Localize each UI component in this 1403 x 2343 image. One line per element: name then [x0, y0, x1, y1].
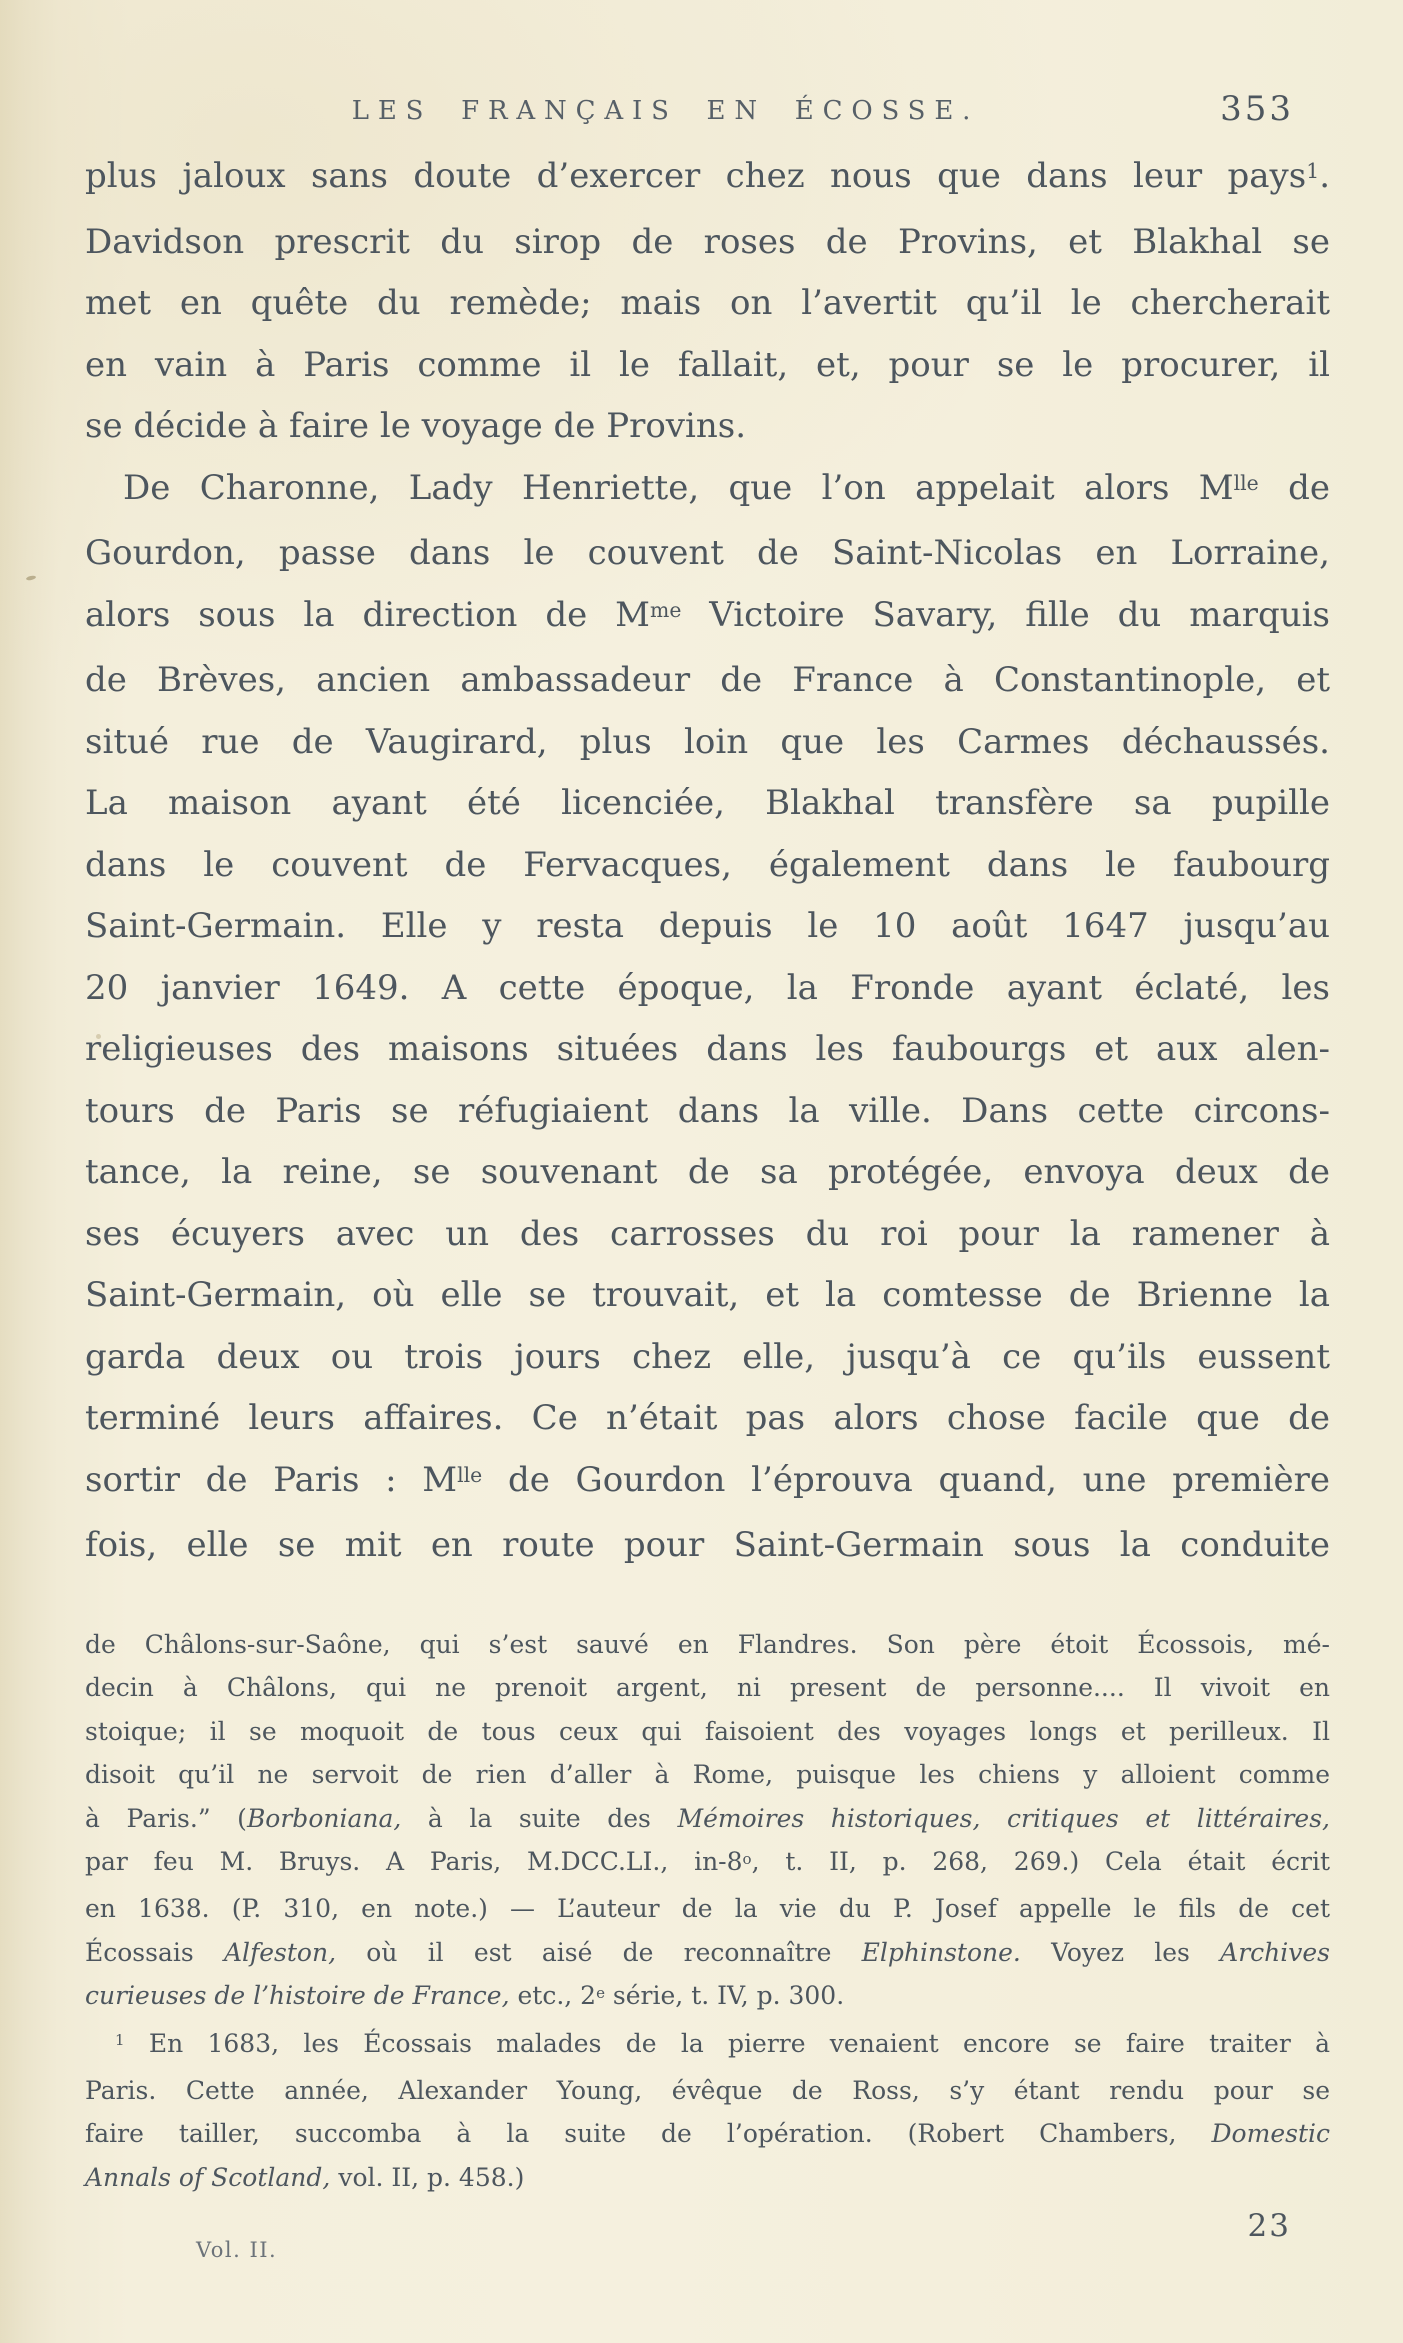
text-line: [85, 273, 1330, 335]
italic-run: Mémoires historiques, critiques et littéraires,: [677, 1803, 1330, 1833]
text-line: [85, 146, 1330, 212]
superscript-run: lle: [1233, 470, 1259, 495]
superscript-run: e: [596, 1983, 605, 2002]
page-number: 353: [1220, 89, 1294, 129]
text-line: [85, 1797, 1330, 1840]
volume-label: Vol. II.: [196, 2238, 278, 2262]
text-run: decin à Châlons, qui ne prenoit argent, ni present de personne.... Il vivoit en: [85, 1673, 1330, 1703]
text-run: dans le couvent de Fervacques, également dans le faubourg: [85, 844, 1330, 885]
text-line: [85, 1265, 1330, 1327]
text-line: [85, 2022, 1330, 2069]
text-line: [85, 2156, 1330, 2199]
text-run: Davidson prescrit du sirop de roses de Provins, et Blakhal se: [85, 221, 1330, 262]
text-line: [85, 1753, 1330, 1796]
text-run: en vain à Paris comme il le fallait, et, pour se le procurer, il: [85, 344, 1330, 385]
italic-run: curieuses de l’histoire de France,: [85, 1981, 510, 2011]
italic-run: Alfeston,: [223, 1937, 337, 1967]
text-run: à Paris.” (: [85, 1803, 247, 1833]
paper-speck: [26, 575, 37, 581]
text-run: se décide à faire le voyage de Provins.: [85, 406, 747, 446]
text-line: [85, 1204, 1330, 1266]
italic-run: Elphinstone.: [861, 1937, 1021, 1967]
text-run: tance, la reine, se souvenant de sa protégée, envoya deux de: [85, 1152, 1330, 1192]
text-line: [85, 896, 1330, 958]
signature-number: 23: [1247, 2208, 1291, 2244]
text-line: [85, 712, 1330, 774]
page-header: [85, 89, 1330, 146]
text-run: de: [1258, 467, 1330, 508]
text-line: [85, 1623, 1330, 1666]
text-run: La maison ayant été licenciée, Blakhal transfère sa pupille: [85, 783, 1330, 823]
text-run: Saint-Germain. Elle y resta depuis le 10 août 1647 jusqu’au: [85, 906, 1330, 946]
text-run: .: [1319, 156, 1330, 196]
text-line: [85, 1887, 1330, 1930]
text-line: [85, 1327, 1330, 1389]
text-line: [85, 1840, 1330, 1887]
text-line: [85, 773, 1330, 835]
text-line: [85, 1710, 1330, 1753]
text-run: met en quête du remède; mais on l’avertit qu’il le chercherait: [85, 283, 1330, 323]
text-run: faire tailler, succomba à la suite de l’opération. (Robert Chambers,: [85, 2119, 1212, 2149]
text-line: [85, 212, 1330, 274]
text-run: garda deux ou trois jours chez elle, jusqu’à ce qu’ils eussent: [85, 1336, 1330, 1377]
text-run: ses écuyers avec un des carrosses du roi pour la ramener à: [85, 1213, 1330, 1254]
text-line: [85, 1081, 1330, 1143]
text-run: de Gourdon l’éprouva quand, une première: [482, 1459, 1330, 1500]
text-line: [85, 1142, 1330, 1204]
text-run: sortir de Paris : M: [85, 1459, 458, 1500]
text-run: Gourdon, passe dans le couvent de Saint-Nicolas en Lorraine,: [85, 533, 1330, 573]
text-run: stoique; il se moquoit de tous ceux qui faisoient des voyages longs et perilleux. Il: [85, 1716, 1330, 1746]
text-run: où il est aisé de reconnaître: [336, 1937, 862, 1967]
text-run: Victoire Savary, fille du marquis: [681, 594, 1330, 635]
italic-run: Borboniana,: [246, 1803, 402, 1833]
text-run: vol. II, p. 458.): [330, 2162, 525, 2192]
text-line: [85, 585, 1330, 651]
text-run: en 1638. (P. 310, en note.) — L’auteur de la vie du P. Josef appelle le fils de cet: [85, 1894, 1330, 1924]
italic-run: Annals of Scotland,: [85, 2162, 331, 2192]
text-line: [85, 335, 1330, 397]
italic-run: Archives: [1220, 1937, 1330, 1967]
text-line: [85, 396, 1330, 458]
text-line: [85, 835, 1330, 897]
italic-run: Domestic: [1211, 2119, 1330, 2149]
text-run: disoit qu’il ne servoit de rien d’aller à Rome, puisque les chiens y alloient comme: [85, 1760, 1330, 1790]
text-line: [85, 2069, 1330, 2112]
text-line: [85, 1974, 1330, 2021]
superscript-run: 1: [1306, 159, 1320, 184]
text-run: Écossais: [85, 1937, 224, 1967]
running-title: LES FRANÇAIS EN ÉCOSSE.: [351, 96, 980, 126]
main-text-block: [85, 146, 1330, 1577]
text-run: religieuses des maisons situées dans les faubourgs et aux alen-: [85, 1029, 1330, 1069]
text-line: [85, 2112, 1330, 2155]
text-line: [85, 1450, 1330, 1516]
text-line: [85, 1666, 1330, 1709]
superscript-run: lle: [457, 1462, 483, 1487]
text-run: série, t. IV, p. 300.: [604, 1981, 845, 2011]
paper-speck: [96, 1034, 101, 1039]
text-run: par feu M. Bruys. A Paris, M.DCC.LI., in-8: [85, 1847, 743, 1877]
superscript-run: o: [742, 1849, 752, 1868]
superscript-run: me: [649, 597, 682, 622]
text-run: tours de Paris se réfugiaient dans la ville. Dans cette circons-: [85, 1090, 1330, 1131]
text-run: De Charonne, Lady Henriette, que l’on appelait alors M: [123, 467, 1234, 508]
text-line: [85, 1931, 1330, 1974]
text-run: terminé leurs affaires. Ce n’était pas alors chose facile que de: [85, 1398, 1330, 1438]
text-line: [85, 958, 1330, 1020]
text-run: fois, elle se mit en route pour Saint-Germain sous la conduite: [85, 1525, 1330, 1565]
text-run: de Châlons-sur-Saône, qui s’est sauvé en Flandres. Son père étoit Écossois, mé-: [85, 1630, 1330, 1659]
text-run: plus jaloux sans doute d’exercer chez nous que dans leur pays: [85, 156, 1307, 196]
text-line: [85, 1388, 1330, 1450]
text-run: etc., 2: [509, 1981, 597, 2011]
text-run: de Brèves, ancien ambassadeur de France à Constantinople, et: [85, 660, 1330, 700]
footnote-block: [85, 1623, 1330, 2199]
text-run: Paris. Cette année, Alexander Young, évêque de Ross, s’y étant rendu pour se: [85, 2076, 1330, 2106]
text-line: [85, 1019, 1330, 1081]
text-line: [85, 458, 1330, 524]
text-line: [85, 650, 1330, 712]
text-run: 20 janvier 1649. A cette époque, la Fronde ayant éclaté, les: [85, 967, 1330, 1008]
text-run: Saint-Germain, où elle se trouvait, et la comtesse de Brienne la: [85, 1275, 1330, 1315]
text-line: [85, 523, 1330, 585]
text-run: à la suite des: [401, 1803, 678, 1833]
superscript-run: 1: [115, 2031, 125, 2050]
text-line: [85, 1515, 1330, 1577]
text-run: En 1683, les Écossais malades de la pierre venaient encore se faire traiter à: [124, 2028, 1330, 2058]
text-run: alors sous la direction de M: [85, 594, 650, 635]
text-run: Voyez les: [1020, 1937, 1221, 1967]
text-run: situé rue de Vaugirard, plus loin que les Carmes déchaussés.: [85, 721, 1330, 762]
text-run: , t. II, p. 268, 269.) Cela était écrit: [751, 1847, 1330, 1877]
